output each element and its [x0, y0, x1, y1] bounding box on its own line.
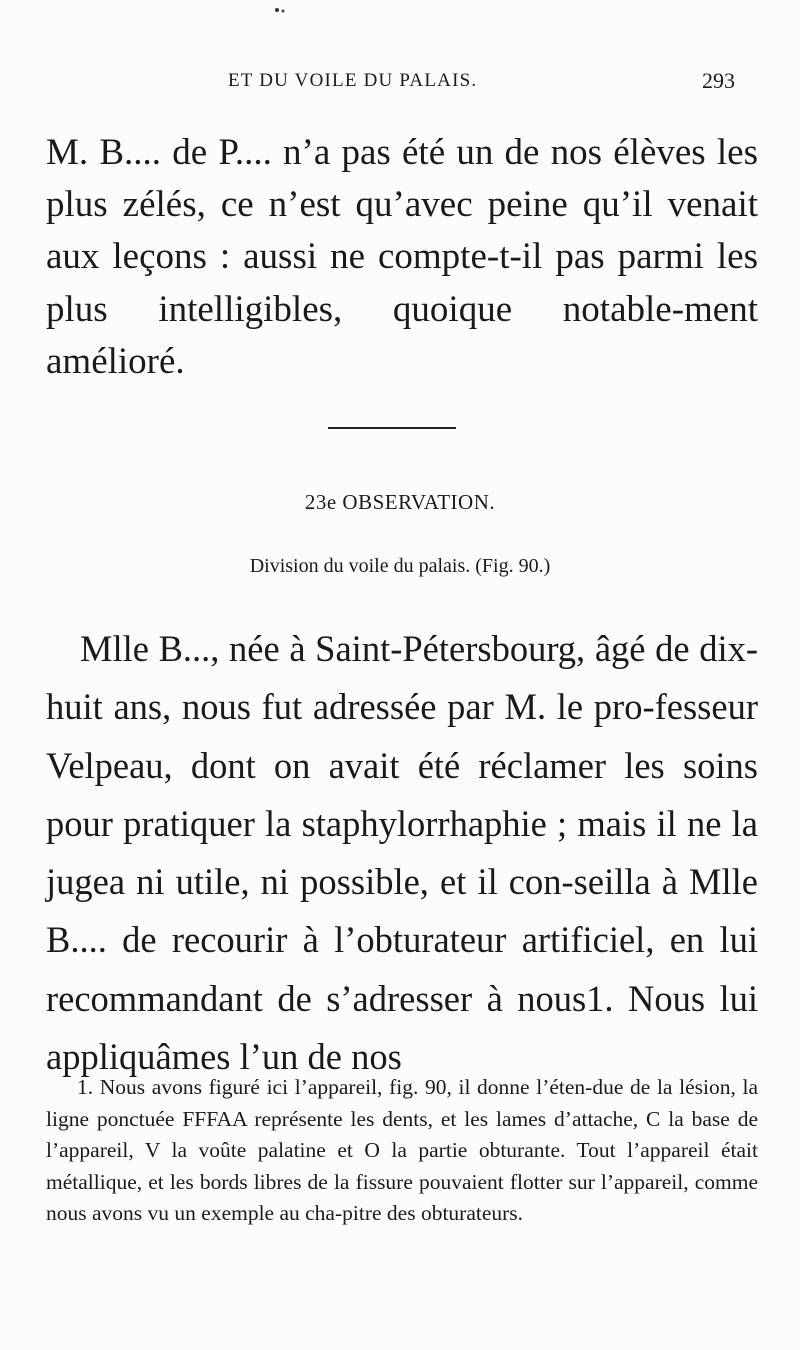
- paragraph-top: M. B.... de P.... n’a pas été un de nos élèves les plus zélés, ce n’est qu’avec peine qu’il venait aux leçons : aussi ne compte-t-il pas parmi les plus intelligibles, quoique notable-ment amélioré.: [46, 132, 758, 382]
- print-speck-marks: [275, 0, 295, 20]
- footnote: 1. Nous avons figuré ici l’appareil, fig. 90, il donne l’éten-due de la lésion, la ligne ponctuée FFFAA représente les dents, et les lames d’attache, C la base de l’appareil, V la voûte palatine et O la partie obturante. Tout l’appareil était métallique, et les bords libres de la fissure pouvaient flotter sur l’appareil, comme nous avons vu un exemple au cha-pitre des obturateurs.: [46, 1075, 758, 1226]
- running-title: ET DU VOILE DU PALAIS.: [228, 70, 478, 91]
- section-divider-rule: [328, 427, 456, 429]
- observation-subtitle: Division du voile du palais. (Fig. 90.): [249, 555, 551, 577]
- running-head: [0, 70, 800, 100]
- paragraph-main: Mlle B..., née à Saint-Pétersbourg, âgé de dix-huit ans, nous fut adressée par M. le pro-fesseur Velpeau, dont on avait été réclamer les soins pour pratiquer la staphylorrhaphie ; mais il ne la jugea ni utile, ni possible, et il con-seilla à Mlle B.... de recourir à l’obturateur artificiel, en lui recommandant de s’adresser à nous1. Nous lui appliquâmes l’un de nos: [46, 628, 758, 1078]
- observation-title: 23e OBSERVATION.: [304, 490, 496, 514]
- page-number: 293: [702, 68, 735, 93]
